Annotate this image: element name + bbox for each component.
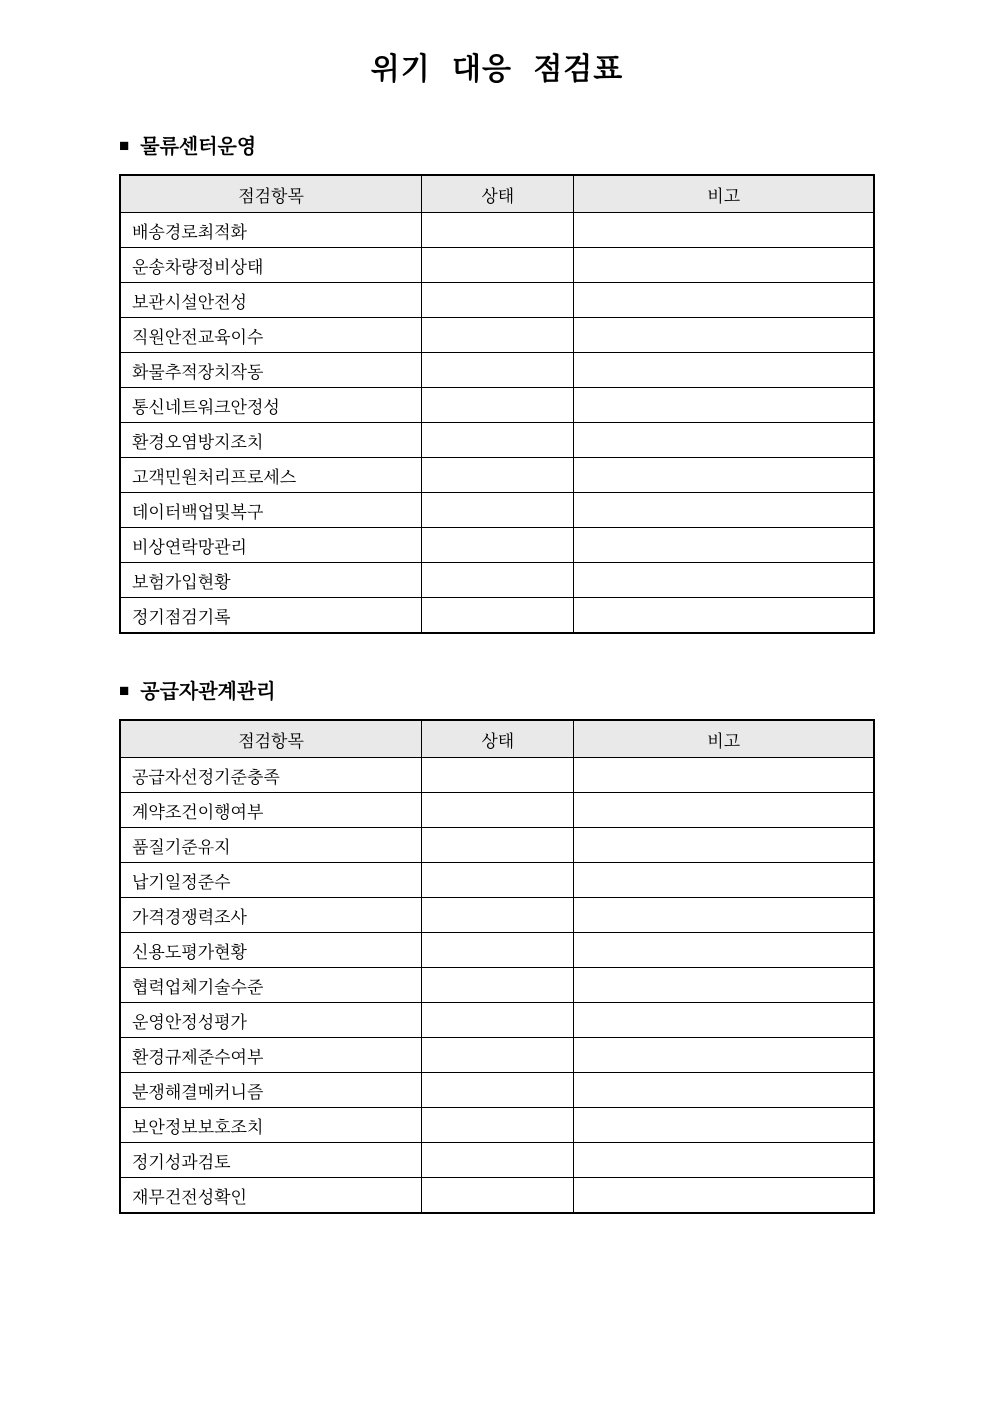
remarks-cell: [574, 1178, 874, 1214]
column-header-remarks: 비고: [574, 720, 874, 758]
table-row: [120, 1108, 874, 1143]
page-title: 위기 대응 점검표: [370, 53, 624, 86]
table-row: [120, 1073, 874, 1108]
remarks-cell: [574, 793, 874, 828]
item-cell: 통신네트워크안정성: [120, 388, 422, 423]
header-row: [120, 720, 874, 758]
table-row: [120, 968, 874, 1003]
status-cell: [422, 968, 574, 1003]
table-row: [120, 423, 874, 458]
remarks-cell: [574, 863, 874, 898]
status-cell: [422, 758, 574, 793]
remarks-cell: [574, 213, 874, 248]
table-row: [120, 1178, 874, 1214]
item-cell: 분쟁해결메커니즘: [120, 1073, 422, 1108]
item-cell: 공급자선정기준충족: [120, 758, 422, 793]
section-heading: [119, 680, 875, 704]
table-row: [120, 1143, 874, 1178]
remarks-cell: [574, 353, 874, 388]
table-row: [120, 283, 874, 318]
status-cell: [422, 1073, 574, 1108]
item-cell: 환경규제준수여부: [120, 1038, 422, 1073]
table-row: [120, 898, 874, 933]
item-cell: 보관시설안전성: [120, 283, 422, 318]
status-cell: [422, 283, 574, 318]
status-cell: [422, 528, 574, 563]
item-cell: 데이터백업및복구: [120, 493, 422, 528]
status-cell: [422, 898, 574, 933]
table-row: [120, 1003, 874, 1038]
status-cell: [422, 1003, 574, 1038]
table-row: [120, 563, 874, 598]
item-cell: 운송차량정비상태: [120, 248, 422, 283]
column-header-status: 상태: [422, 175, 574, 213]
table-row: [120, 388, 874, 423]
item-cell: 화물추적장치작동: [120, 353, 422, 388]
status-cell: [422, 458, 574, 493]
status-cell: [422, 563, 574, 598]
item-cell: 납기일정준수: [120, 863, 422, 898]
column-header-item: 점검항목: [120, 175, 422, 213]
status-cell: [422, 1178, 574, 1214]
remarks-cell: [574, 1038, 874, 1073]
table-row: [120, 213, 874, 248]
section-1: [119, 135, 875, 634]
item-cell: 고객민원처리프로세스: [120, 458, 422, 493]
status-cell: [422, 388, 574, 423]
remarks-cell: [574, 563, 874, 598]
header-row: [120, 175, 874, 213]
status-cell: [422, 318, 574, 353]
status-cell: [422, 248, 574, 283]
item-cell: 정기성과검토: [120, 1143, 422, 1178]
item-cell: 정기점검기록: [120, 598, 422, 634]
item-cell: 운영안정성평가: [120, 1003, 422, 1038]
table-row: [120, 318, 874, 353]
remarks-cell: [574, 388, 874, 423]
square-bullet-icon: ■: [119, 680, 130, 700]
table-row: [120, 828, 874, 863]
table-row: [120, 458, 874, 493]
column-header-item: 점검항목: [120, 720, 422, 758]
status-cell: [422, 933, 574, 968]
item-cell: 신용도평가현황: [120, 933, 422, 968]
item-cell: 계약조건이행여부: [120, 793, 422, 828]
table-row: [120, 353, 874, 388]
table-row: [120, 598, 874, 634]
status-cell: [422, 793, 574, 828]
status-cell: [422, 1038, 574, 1073]
item-cell: 재무건전성확인: [120, 1178, 422, 1214]
table-row: [120, 1038, 874, 1073]
item-cell: 직원안전교육이수: [120, 318, 422, 353]
checklist-table: [119, 719, 875, 1214]
item-cell: 환경오염방지조치: [120, 423, 422, 458]
status-cell: [422, 598, 574, 634]
item-cell: 보안정보보호조치: [120, 1108, 422, 1143]
table-row: [120, 248, 874, 283]
remarks-cell: [574, 1143, 874, 1178]
column-header-status: 상태: [422, 720, 574, 758]
remarks-cell: [574, 598, 874, 634]
remarks-cell: [574, 528, 874, 563]
item-cell: 배송경로최적화: [120, 213, 422, 248]
remarks-cell: [574, 758, 874, 793]
remarks-cell: [574, 1108, 874, 1143]
remarks-cell: [574, 283, 874, 318]
status-cell: [422, 423, 574, 458]
square-bullet-icon: ■: [119, 135, 130, 155]
status-cell: [422, 213, 574, 248]
item-cell: 품질기준유지: [120, 828, 422, 863]
remarks-cell: [574, 1073, 874, 1108]
remarks-cell: [574, 423, 874, 458]
remarks-cell: [574, 458, 874, 493]
table-row: [120, 528, 874, 563]
remarks-cell: [574, 493, 874, 528]
status-cell: [422, 493, 574, 528]
sections-container: [119, 135, 875, 1214]
item-cell: 보험가입현황: [120, 563, 422, 598]
table-row: [120, 793, 874, 828]
column-header-remarks: 비고: [574, 175, 874, 213]
section-heading-label: 공급자관계관리: [140, 681, 276, 703]
item-cell: 비상연락망관리: [120, 528, 422, 563]
remarks-cell: [574, 898, 874, 933]
remarks-cell: [574, 248, 874, 283]
table-row: [120, 863, 874, 898]
checklist-table: [119, 174, 875, 634]
remarks-cell: [574, 318, 874, 353]
item-cell: 가격경쟁력조사: [120, 898, 422, 933]
status-cell: [422, 828, 574, 863]
remarks-cell: [574, 933, 874, 968]
status-cell: [422, 1108, 574, 1143]
table-row: [120, 493, 874, 528]
section-heading: [119, 135, 875, 159]
section-heading-label: 물류센터운영: [140, 136, 257, 158]
section-2: [119, 680, 875, 1214]
status-cell: [422, 863, 574, 898]
table-row: [120, 758, 874, 793]
status-cell: [422, 1143, 574, 1178]
remarks-cell: [574, 828, 874, 863]
remarks-cell: [574, 1003, 874, 1038]
table-row: [120, 933, 874, 968]
remarks-cell: [574, 968, 874, 1003]
status-cell: [422, 353, 574, 388]
item-cell: 협력업체기술수준: [120, 968, 422, 1003]
